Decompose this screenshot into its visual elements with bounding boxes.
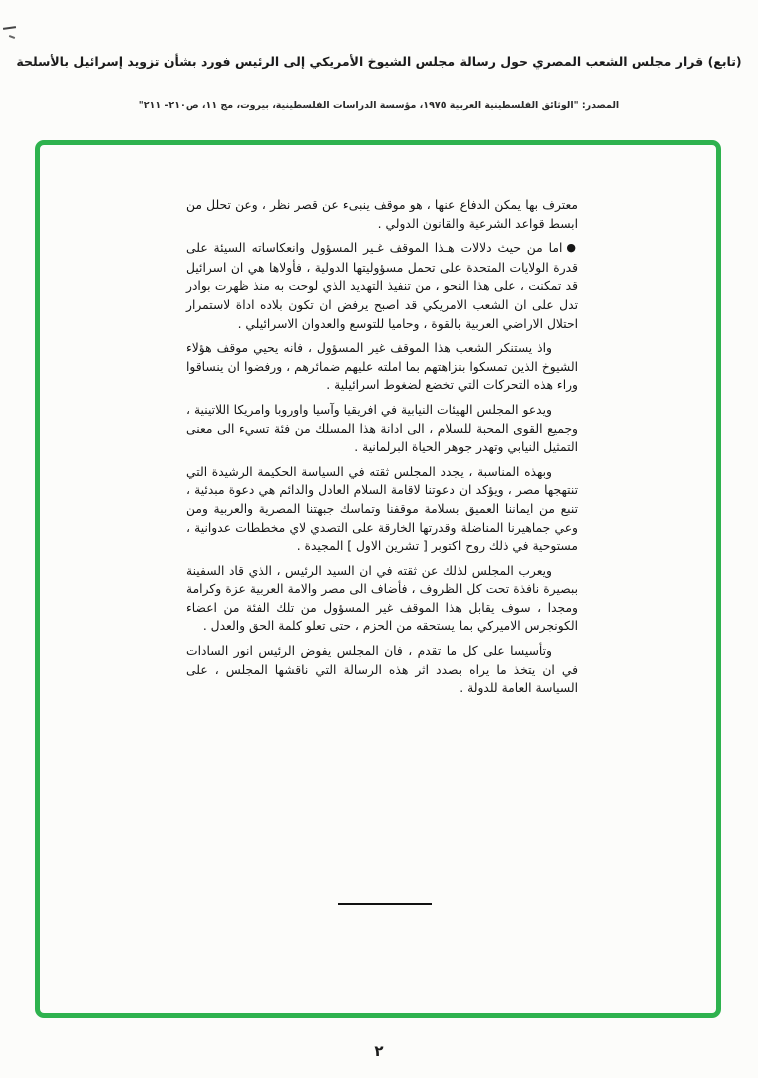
paragraph: ويدعو المجلس الهيئات النيابية في افريقيا وآسيا واوروبا وامريكا اللاتينية ، وجميع القوى المحبة للسلام ، الى ادانة هذا المسلك من فئة تسيء الى معنى التمثيل النيابي وتهدر جوهر الحياة البرلمانية . (186, 402, 578, 455)
scan-artifact-mark-2 (9, 35, 15, 39)
document-body (186, 196, 578, 704)
paragraph: واذ يستنكر الشعب هذا الموقف غير المسؤول ، فانه يحيي موقف هؤلاء الشيوخ الذين تمسكوا بنزاهتهم بما املته عليهم ضمائرهم ، ورفضوا ان ينساقوا وراء هذه التحركات التي تخضع لضغوط اسرائيلية . (186, 341, 578, 393)
paragraph-bulleted (186, 239, 578, 333)
paragraph-text: اما من حيث دلالات هـذا الموقف غـير المسؤول وانعكاساته السيئة على قدرة الولايات المتحدة على تحمل مسؤوليتها الدولية ، فأولاها هي ان اسرائيل قد تمكنت ، على هذا النحو ، من تنفيذ التهديد الذي لوحت به منذ ظهرت بوادر تدل على ان الشعب الامريكي قد اصبح يرفض ان تكون بلاده اداة لاستمرار احتلال الاراضي العربية بالقوة ، وحاميا للتوسع والعدوان الاسرائيلي . (186, 241, 578, 331)
paragraph-continuation: معترف بها يمكن الدفاع عنها ، هو موقف ينبىء عن قصر نظر ، وعن تحلل من ابسط قواعد الشرعية والقانون الدولي . (186, 198, 578, 231)
source-citation-line: المصدر: "الوثائق الفلسطينية العربية ١٩٧٥، مؤسسة الدراسات الفلسطينية، بيروت، مج ١١، ص٢١٠- ٢١١" (138, 100, 620, 111)
page-number: ٢ (374, 1042, 384, 1060)
bullet-marker-icon: ● (566, 241, 578, 255)
paragraph: ويعرب المجلس لذلك عن ثقته في ان السيد الرئيس ، الذي قاد السفينة ببصيرة نافذة تحت كل الظروف ، فأضاف الى مصر والامة العربية عزة وكرامة ومجدا ، سوف يقابل هذا الموقف غير المسؤول من تلك الفئة من اعضاء الكونجرس الاميركي بما يستحقه من الحزم ، حتى تعلو كلمة الحق والعدل . (186, 563, 578, 634)
paragraph: وتأسيسا على كل ما تقدم ، فان المجلس يفوض الرئيس انور السادات في ان يتخذ ما يراه بصدد اثر هذه الرسالة التي ناقشها المجلس ، على السياسة العامة للدولة . (186, 644, 578, 696)
paragraph: وبهذه المناسبة ، يجدد المجلس ثقته في السياسة الحكيمة الرشيدة التي تنتهجها مصر ، ويؤكد ان دعوتنا لاقامة السلام العادل والدائم هي دعوة مبدئية ، تنبع من ايماننا العميق بسلامة موقفنا وتماسك جبهتنا المصرية والعربية ومن وعي جماهيرنا المناضلة وقدرتها الخارقة على التصدي لاي مخططات عدوانية ، مستوحية في ذلك روح اكتوبر [ تشرين الاول ] المجيدة . (186, 464, 578, 554)
document-header-title: (تابع) قرار مجلس الشعب المصري حول رسالة مجلس الشيوخ الأمريكي إلى الرئيس فورد بشأن تزويد إسرائيل بالأسلحة (16, 54, 742, 69)
scan-artifact-mark (3, 26, 16, 30)
section-divider (338, 903, 432, 905)
